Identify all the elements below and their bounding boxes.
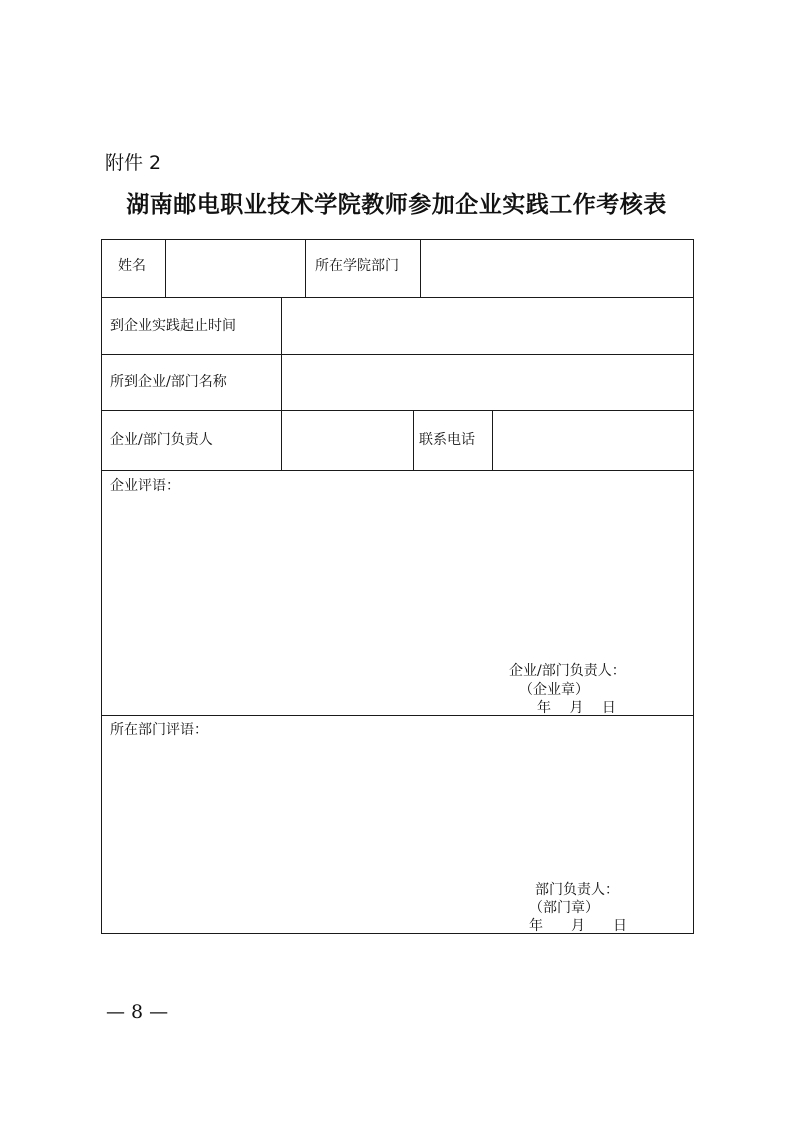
phone-label: 联系电话 xyxy=(419,432,475,448)
company-date-label: 年 月 日 xyxy=(537,700,616,716)
row-divider xyxy=(101,410,694,411)
company-comment-label: 企业评语： xyxy=(110,478,180,494)
col-divider xyxy=(492,410,493,470)
company-head-label: 企业/部门负责人 xyxy=(110,432,213,448)
col-divider xyxy=(413,410,414,470)
department-seal-label: （部门章） xyxy=(529,900,599,916)
name-label: 姓名 xyxy=(118,258,146,274)
table-border-left xyxy=(101,239,102,934)
col-divider xyxy=(420,239,421,297)
row-divider xyxy=(101,470,694,471)
row-divider xyxy=(101,297,694,298)
table-border-top xyxy=(101,239,694,240)
row-divider xyxy=(101,354,694,355)
assessment-form-table xyxy=(101,239,694,934)
page-number: — 8 — xyxy=(106,1001,169,1023)
department-date-label: 年 月 日 xyxy=(529,918,627,934)
department-signer-label: 部门负责人： xyxy=(535,882,619,898)
department-label: 所在学院部门 xyxy=(315,258,399,274)
company-signer-label: 企业/部门负责人： xyxy=(509,663,626,679)
company-seal-label: （企业章） xyxy=(519,682,589,698)
col-divider xyxy=(281,297,282,470)
table-border-right xyxy=(693,239,694,934)
page-title: 湖南邮电职业技术学院教师参加企业实践工作考核表 xyxy=(126,192,667,218)
attachment-label: 附件 2 xyxy=(105,152,162,174)
department-comment-label: 所在部门评语： xyxy=(110,722,208,738)
company-name-label: 所到企业/部门名称 xyxy=(110,374,227,390)
practice-period-label: 到企业实践起止时间 xyxy=(110,318,236,334)
col-divider xyxy=(165,239,166,297)
col-divider xyxy=(305,239,306,297)
